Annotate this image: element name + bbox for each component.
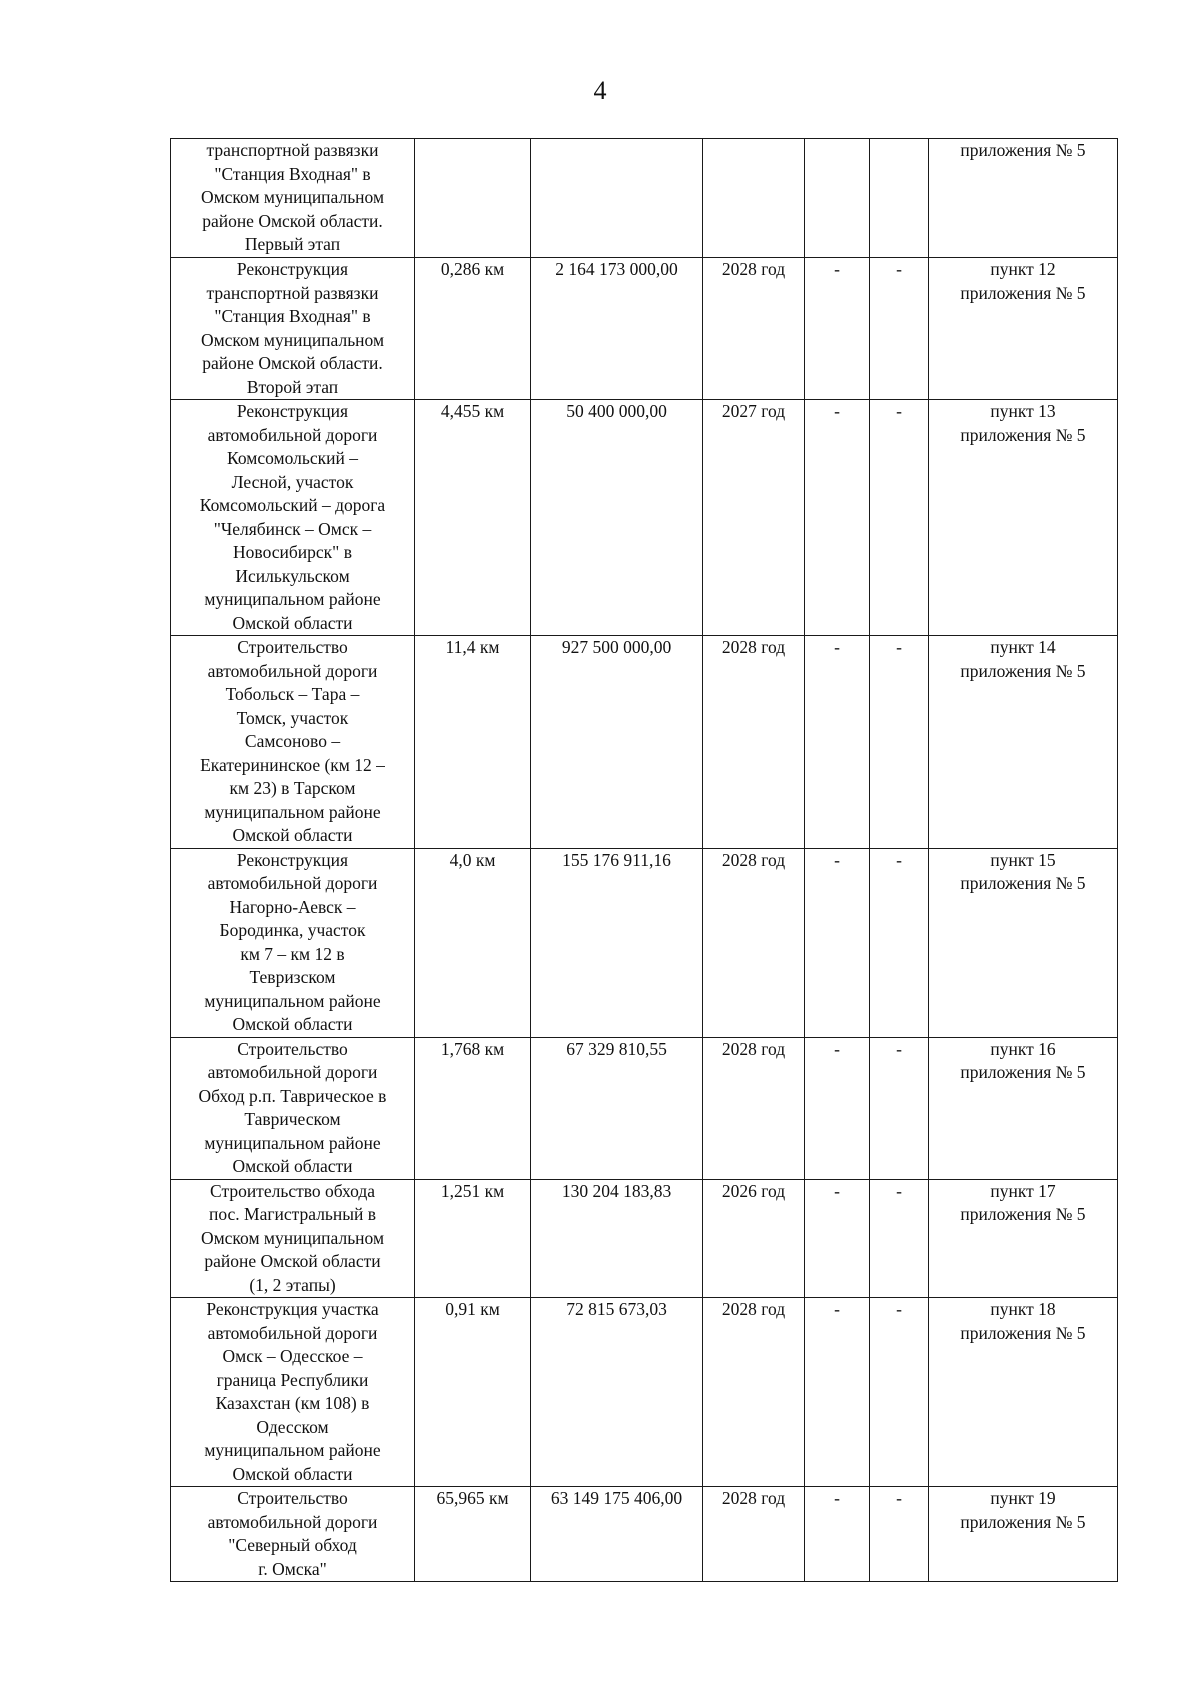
column-5-cell: - (805, 1179, 870, 1298)
length-cell: 1,251 км (415, 1179, 531, 1298)
length-cell: 0,91 км (415, 1298, 531, 1487)
year-cell: 2028 год (703, 1037, 805, 1179)
table-row (171, 1037, 1118, 1179)
table-row (171, 400, 1118, 636)
object-name-cell: транспортной развязки "Станция Входная" в Омском муниципальном районе Омской области. Первый этап (171, 139, 415, 258)
object-name-cell: Строительство автомобильной дороги Тобольск – Тара – Томск, участок Самсоново – Екатерининское (км 12 – км 23) в Тарском муниципальном районе Омской области (171, 636, 415, 849)
length-cell: 0,286 км (415, 258, 531, 400)
column-5-cell: - (805, 258, 870, 400)
projects-table (170, 138, 1118, 1582)
length-cell: 11,4 км (415, 636, 531, 849)
year-cell: 2028 год (703, 636, 805, 849)
table-row (171, 636, 1118, 849)
object-name-cell: Реконструкция автомобильной дороги Комсомольский – Лесной, участок Комсомольский – дорога "Челябинск – Омск – Новосибирск" в Исилькульском муниципальном районе Омской области (171, 400, 415, 636)
cost-cell: 72 815 673,03 (531, 1298, 703, 1487)
column-5-cell: - (805, 400, 870, 636)
cost-cell: 927 500 000,00 (531, 636, 703, 849)
object-name-cell: Реконструкция автомобильной дороги Нагорно-Аевск – Бородинка, участок км 7 – км 12 в Тевризском муниципальном районе Омской области (171, 848, 415, 1037)
cost-cell: 130 204 183,83 (531, 1179, 703, 1298)
table-row (171, 848, 1118, 1037)
cost-cell: 50 400 000,00 (531, 400, 703, 636)
reference-cell: пункт 19 приложения № 5 (929, 1487, 1118, 1582)
column-6-cell: - (870, 400, 929, 636)
cost-cell: 2 164 173 000,00 (531, 258, 703, 400)
reference-cell: пункт 17 приложения № 5 (929, 1179, 1118, 1298)
reference-cell: пункт 12 приложения № 5 (929, 258, 1118, 400)
column-6-cell: - (870, 636, 929, 849)
length-cell: 4,455 км (415, 400, 531, 636)
year-cell: 2028 год (703, 1487, 805, 1582)
column-5-cell: - (805, 1037, 870, 1179)
year-cell: 2028 год (703, 1298, 805, 1487)
object-name-cell: Строительство обхода пос. Магистральный в Омском муниципальном районе Омской области (1, 2 этапы) (171, 1179, 415, 1298)
length-cell: 65,965 км (415, 1487, 531, 1582)
column-6-cell: - (870, 848, 929, 1037)
table-row (171, 1179, 1118, 1298)
year-cell: 2027 год (703, 400, 805, 636)
column-6-cell: - (870, 1298, 929, 1487)
column-6-cell: - (870, 1037, 929, 1179)
length-cell (415, 139, 531, 258)
year-cell: 2026 год (703, 1179, 805, 1298)
reference-cell: пункт 13 приложения № 5 (929, 400, 1118, 636)
table-row (171, 1487, 1118, 1582)
cost-cell: 155 176 911,16 (531, 848, 703, 1037)
page-number: 4 (593, 76, 607, 105)
length-cell: 4,0 км (415, 848, 531, 1037)
table-row (171, 1298, 1118, 1487)
column-6-cell: - (870, 1487, 929, 1582)
column-6-cell: - (870, 258, 929, 400)
column-5-cell: - (805, 1487, 870, 1582)
column-5-cell (805, 139, 870, 258)
cost-cell (531, 139, 703, 258)
year-cell: 2028 год (703, 258, 805, 400)
object-name-cell: Реконструкция участка автомобильной дороги Омск – Одесское – граница Республики Казахстан (км 108) в Одесском муниципальном районе Омской области (171, 1298, 415, 1487)
cost-cell: 67 329 810,55 (531, 1037, 703, 1179)
year-cell (703, 139, 805, 258)
object-name-cell: Реконструкция транспортной развязки "Станция Входная" в Омском муниципальном районе Омской области. Второй этап (171, 258, 415, 400)
reference-cell: пункт 16 приложения № 5 (929, 1037, 1118, 1179)
table-row (171, 258, 1118, 400)
reference-cell: приложения № 5 (929, 139, 1118, 258)
length-cell: 1,768 км (415, 1037, 531, 1179)
object-name-cell: Строительство автомобильной дороги Обход р.п. Таврическое в Таврическом муниципальном районе Омской области (171, 1037, 415, 1179)
column-5-cell: - (805, 1298, 870, 1487)
year-cell: 2028 год (703, 848, 805, 1037)
column-5-cell: - (805, 636, 870, 849)
column-6-cell (870, 139, 929, 258)
cost-cell: 63 149 175 406,00 (531, 1487, 703, 1582)
object-name-cell: Строительство автомобильной дороги "Северный обход г. Омска" (171, 1487, 415, 1582)
column-5-cell: - (805, 848, 870, 1037)
reference-cell: пункт 14 приложения № 5 (929, 636, 1118, 849)
table-row (171, 139, 1118, 258)
reference-cell: пункт 18 приложения № 5 (929, 1298, 1118, 1487)
reference-cell: пункт 15 приложения № 5 (929, 848, 1118, 1037)
column-6-cell: - (870, 1179, 929, 1298)
